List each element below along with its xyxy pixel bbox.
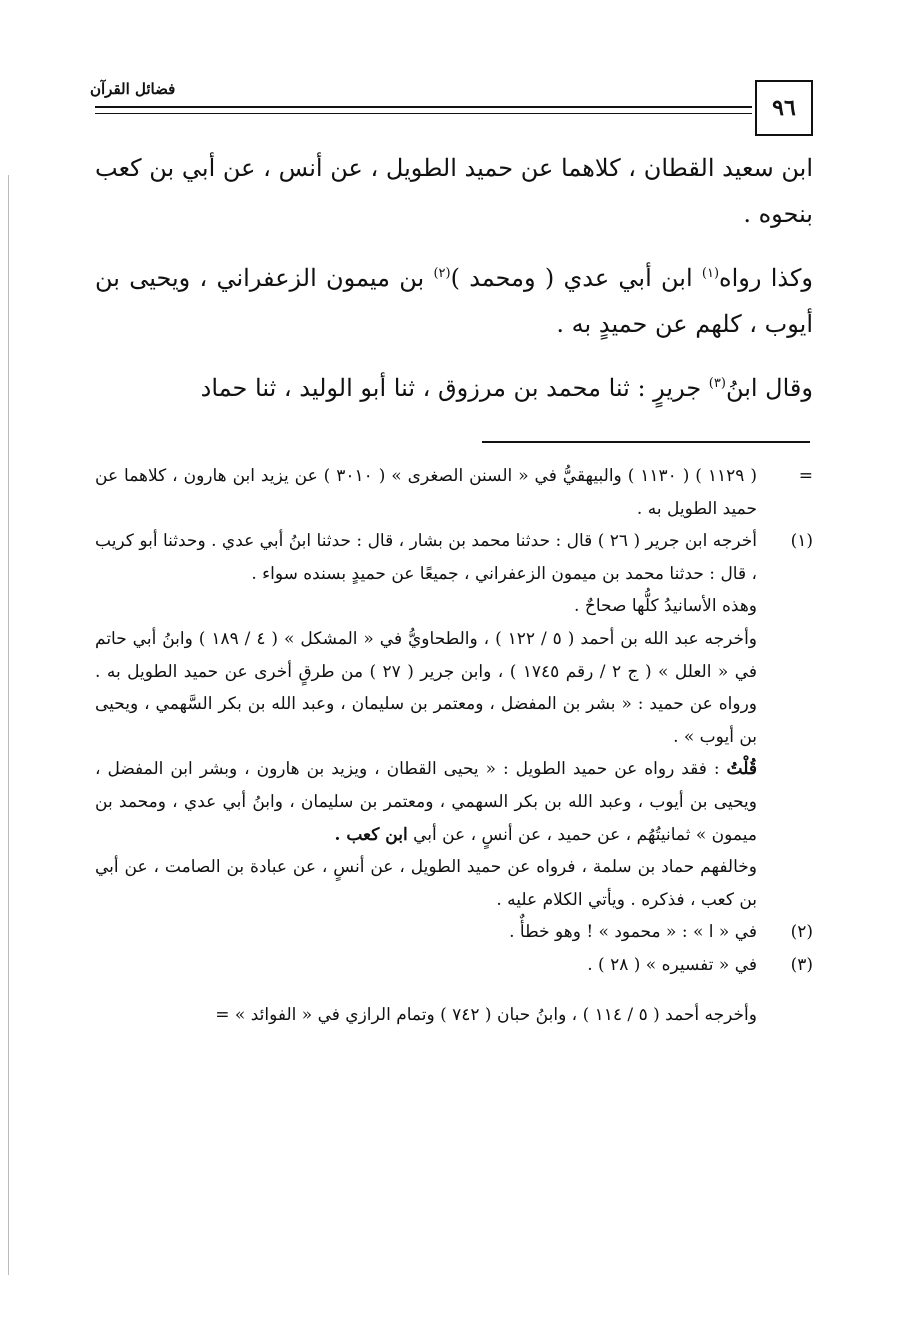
footnote-text: وأخرجه أحمد ( ٥ / ١١٤ ) ، وابنُ حبان ( ٧٤٢ ) وتمام الرازي في « الفوائد » = [215, 1004, 757, 1025]
text: وكذا رواه [719, 264, 813, 292]
footnote-ref: (٣) [708, 376, 726, 391]
footnotes [95, 460, 813, 1048]
footnote-3 [95, 949, 813, 982]
page-edge-line [8, 175, 9, 1275]
text: : فقد رواه عن حميد الطويل : « يحيى القطان ، ويزيد بن هارون ، وبشر ابن المفضل ، ويحيى بن أيوب ، وعبد الله بن بكر السهمي ، ومعتمر بن سليمان ، وابنُ أبي عدي ، ومحمد بن ميمون » ثمانيتُهُم ، عن حميد ، عن أنسٍ ، عن أبي [95, 759, 757, 845]
footnote-text: في « ا » : « محمود » ! وهو خطأٌ . [509, 922, 757, 943]
footnote-marker: (٣) [790, 954, 813, 975]
book-title: فضائل القرآن [90, 80, 176, 98]
emphasis: ابن كعب . [334, 824, 408, 845]
paragraph [95, 365, 813, 411]
footnote-marker: (١) [790, 531, 813, 552]
footnote-marker: = [798, 466, 813, 486]
emphasis: قُلْتُ [726, 759, 757, 780]
footnote-marker: (٢) [790, 922, 813, 943]
text: جريرٍ : ثنا محمد بن مرزوق ، ثنا أبو الوليد ، ثنا حماد [200, 374, 709, 402]
footnote-text: في « تفسيره » ( ٢٨ ) . [587, 954, 757, 975]
footnote-text: وأخرجه عبد الله بن أحمد ( ٥ / ١٢٢ ) ، والطحاويُّ في « المشكل » ( ٤ / ١٨٩ ) وابنُ أبي حاتم في « العلل » ( ج ٢ / رقم ١٧٤٥ ) ، وابن جرير ( ٢٧ ) من طرقٍ أخرى عن حميد الطويل به . ورواه عن حميد : « بشر بن المفضل ، ومعتمر بن سليمان ، وعبد الله بن بكر السَّهمي ، ويحيى بن أيوب » . [95, 628, 758, 747]
paragraph [95, 145, 813, 237]
text: ابن سعيد القطان ، كلاهما عن حميد الطويل ، عن أنس ، عن أبي بن كعب بنحوه . [95, 154, 813, 228]
main-text [95, 145, 813, 429]
paragraph [95, 255, 813, 347]
footnote-text: وخالفهم حماد بن سلمة ، فرواه عن حميد الطويل ، عن أنسٍ ، عن عبادة بن الصامت ، عن أبي بن كعب ، فذكره . ويأتي الكلام عليه . [95, 857, 757, 910]
header-rule-thin [95, 113, 752, 114]
text: وقال ابنُ [725, 374, 813, 402]
page-number: ٩٦ [755, 80, 813, 136]
text: ابن أبي عدي ( ومحمد ) [450, 264, 702, 292]
footnote-2 [95, 916, 813, 949]
footnote-ref: (٢) [433, 266, 451, 281]
header-rule [95, 106, 752, 108]
footnote-text [95, 753, 757, 851]
footnote-continuation [95, 460, 813, 525]
footnote-separator [482, 441, 810, 443]
footnote-text: وهذه الأسانيدُ كلُّها صحاحٌ . [574, 596, 757, 617]
footnote-text: ( ١١٢٩ ) ( ١١٣٠ ) والبيهقيُّ في « السنن الصغرى » ( ٣٠١٠ ) عن يزيد ابن هارون ، كلاهما عن حميد الطويل به . [95, 466, 757, 519]
footnote-ref: (١) [701, 266, 720, 281]
footnote-1 [95, 525, 813, 916]
text: بن ميمون الزعفراني ، ويحيى بن أيوب ، كلهم عن حميدٍ به . [95, 264, 813, 338]
footnote-text: أخرجه ابن جرير ( ٢٦ ) قال : حدثنا محمد بن بشار ، قال : حدثنا ابنُ أبي عدي . وحدثنا أبو كريب ، قال : حدثنا محمد بن ميمون الزعفراني ، جميعًا عن حميدٍ بسنده سواء . [95, 531, 757, 584]
